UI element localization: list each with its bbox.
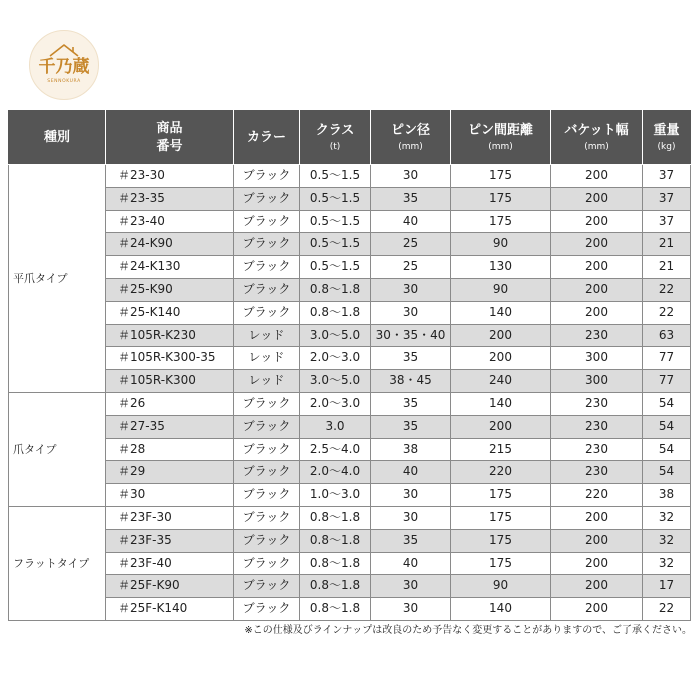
color-cell: ブラック [234, 529, 300, 552]
bucket-cell: 200 [551, 233, 643, 256]
pitch-cell: 140 [451, 598, 551, 621]
class-cell: 0.5～1.5 [300, 256, 371, 279]
bucket-cell: 200 [551, 575, 643, 598]
pin-cell: 38・45 [371, 370, 451, 393]
model-cell: ＃25F-K140 [106, 598, 234, 621]
table-row [9, 392, 691, 415]
pitch-cell: 175 [451, 529, 551, 552]
bucket-cell: 200 [551, 598, 643, 621]
pin-cell: 35 [371, 529, 451, 552]
model-cell: ＃23F-30 [106, 506, 234, 529]
bucket-cell: 220 [551, 484, 643, 507]
pin-cell: 30 [371, 484, 451, 507]
weight-cell: 37 [643, 187, 691, 210]
header-pitch: ピン間距離 (mm) [451, 111, 551, 165]
model-cell: ＃23-35 [106, 187, 234, 210]
logo-wordmark: 千乃蔵 [38, 57, 90, 77]
color-cell: ブラック [234, 187, 300, 210]
model-cell: ＃23F-40 [106, 552, 234, 575]
pin-cell: 35 [371, 347, 451, 370]
weight-cell: 77 [643, 347, 691, 370]
table-row [9, 187, 691, 210]
weight-cell: 22 [643, 598, 691, 621]
category-cell: 爪タイプ [9, 392, 106, 506]
pitch-cell: 200 [451, 415, 551, 438]
table-row [9, 506, 691, 529]
pitch-cell: 215 [451, 438, 551, 461]
color-cell: ブラック [234, 415, 300, 438]
weight-cell: 22 [643, 278, 691, 301]
table-row [9, 552, 691, 575]
pitch-cell: 90 [451, 278, 551, 301]
pitch-cell: 140 [451, 392, 551, 415]
pitch-cell: 220 [451, 461, 551, 484]
color-cell: ブラック [234, 392, 300, 415]
table-row [9, 461, 691, 484]
class-cell: 0.8～1.8 [300, 529, 371, 552]
bucket-cell: 300 [551, 370, 643, 393]
model-cell: ＃25-K90 [106, 278, 234, 301]
weight-cell: 37 [643, 165, 691, 188]
model-cell: ＃23F-35 [106, 529, 234, 552]
pin-cell: 40 [371, 461, 451, 484]
table-row [9, 301, 691, 324]
header-model: 商品 番号 [106, 111, 234, 165]
pitch-cell: 175 [451, 484, 551, 507]
color-cell: ブラック [234, 484, 300, 507]
table-row [9, 598, 691, 621]
table-row [9, 575, 691, 598]
model-cell: ＃105R-K230 [106, 324, 234, 347]
header-pin: ピン径 (mm) [371, 111, 451, 165]
weight-cell: 21 [643, 233, 691, 256]
class-cell: 0.5～1.5 [300, 210, 371, 233]
class-cell: 3.0～5.0 [300, 324, 371, 347]
pin-cell: 35 [371, 187, 451, 210]
weight-cell: 21 [643, 256, 691, 279]
color-cell: ブラック [234, 598, 300, 621]
spec-table-body [9, 165, 691, 621]
color-cell: ブラック [234, 438, 300, 461]
bucket-cell: 200 [551, 529, 643, 552]
weight-cell: 77 [643, 370, 691, 393]
pin-cell: 30 [371, 165, 451, 188]
pitch-cell: 200 [451, 347, 551, 370]
pitch-cell: 130 [451, 256, 551, 279]
class-cell: 0.5～1.5 [300, 233, 371, 256]
model-cell: ＃105R-K300-35 [106, 347, 234, 370]
weight-cell: 37 [643, 210, 691, 233]
weight-cell: 32 [643, 506, 691, 529]
pitch-cell: 175 [451, 210, 551, 233]
pin-cell: 30 [371, 506, 451, 529]
header-bucket: バケット幅 (mm) [551, 111, 643, 165]
model-cell: ＃29 [106, 461, 234, 484]
class-cell: 3.0 [300, 415, 371, 438]
pitch-cell: 175 [451, 552, 551, 575]
class-cell: 0.8～1.8 [300, 552, 371, 575]
pitch-cell: 200 [451, 324, 551, 347]
pitch-cell: 140 [451, 301, 551, 324]
table-row [9, 278, 691, 301]
color-cell: ブラック [234, 278, 300, 301]
color-cell: ブラック [234, 506, 300, 529]
header-row [9, 111, 691, 165]
category-cell: フラットタイプ [9, 506, 106, 620]
color-cell: レッド [234, 347, 300, 370]
category-cell: 平爪タイプ [9, 165, 106, 393]
table-row [9, 324, 691, 347]
class-cell: 1.0～3.0 [300, 484, 371, 507]
pin-cell: 35 [371, 392, 451, 415]
class-cell: 0.8～1.8 [300, 598, 371, 621]
color-cell: ブラック [234, 210, 300, 233]
pin-cell: 40 [371, 552, 451, 575]
class-cell: 2.0～4.0 [300, 461, 371, 484]
color-cell: ブラック [234, 233, 300, 256]
weight-cell: 54 [643, 415, 691, 438]
logo-subtitle: SENNOKURA [47, 79, 81, 84]
model-cell: ＃30 [106, 484, 234, 507]
color-cell: ブラック [234, 552, 300, 575]
header-category: 種別 [9, 111, 106, 165]
pin-cell: 30 [371, 278, 451, 301]
table-row [9, 210, 691, 233]
pitch-cell: 90 [451, 575, 551, 598]
bucket-cell: 200 [551, 165, 643, 188]
model-cell: ＃28 [106, 438, 234, 461]
pitch-cell: 175 [451, 506, 551, 529]
class-cell: 2.0～3.0 [300, 347, 371, 370]
weight-cell: 54 [643, 461, 691, 484]
weight-cell: 63 [643, 324, 691, 347]
pin-cell: 30 [371, 575, 451, 598]
model-cell: ＃25-K140 [106, 301, 234, 324]
bucket-cell: 230 [551, 392, 643, 415]
bucket-cell: 230 [551, 461, 643, 484]
header-weight: 重量 (kg) [643, 111, 691, 165]
bucket-cell: 300 [551, 347, 643, 370]
model-cell: ＃25F-K90 [106, 575, 234, 598]
class-cell: 0.8～1.8 [300, 278, 371, 301]
table-row [9, 370, 691, 393]
weight-cell: 22 [643, 301, 691, 324]
class-cell: 0.8～1.8 [300, 575, 371, 598]
table-row [9, 484, 691, 507]
class-cell: 3.0～5.0 [300, 370, 371, 393]
model-cell: ＃27-35 [106, 415, 234, 438]
pin-cell: 25 [371, 233, 451, 256]
model-cell: ＃23-40 [106, 210, 234, 233]
bucket-cell: 200 [551, 256, 643, 279]
class-cell: 2.0～3.0 [300, 392, 371, 415]
bucket-cell: 200 [551, 187, 643, 210]
model-cell: ＃24-K90 [106, 233, 234, 256]
bucket-cell: 230 [551, 324, 643, 347]
model-cell: ＃26 [106, 392, 234, 415]
pin-cell: 25 [371, 256, 451, 279]
bucket-cell: 200 [551, 552, 643, 575]
weight-cell: 54 [643, 438, 691, 461]
pin-cell: 30 [371, 301, 451, 324]
color-cell: レッド [234, 324, 300, 347]
class-cell: 0.8～1.8 [300, 506, 371, 529]
bucket-cell: 230 [551, 415, 643, 438]
pin-cell: 30 [371, 598, 451, 621]
weight-cell: 17 [643, 575, 691, 598]
bucket-cell: 200 [551, 506, 643, 529]
pin-cell: 40 [371, 210, 451, 233]
table-row [9, 256, 691, 279]
weight-cell: 32 [643, 529, 691, 552]
pin-cell: 38 [371, 438, 451, 461]
brand-logo [29, 30, 99, 100]
bucket-cell: 200 [551, 278, 643, 301]
color-cell: ブラック [234, 165, 300, 188]
table-row [9, 415, 691, 438]
pitch-cell: 90 [451, 233, 551, 256]
class-cell: 0.5～1.5 [300, 165, 371, 188]
color-cell: ブラック [234, 256, 300, 279]
weight-cell: 32 [643, 552, 691, 575]
class-cell: 0.5～1.5 [300, 187, 371, 210]
class-cell: 0.8～1.8 [300, 301, 371, 324]
weight-cell: 54 [643, 392, 691, 415]
model-cell: ＃24-K130 [106, 256, 234, 279]
bucket-cell: 230 [551, 438, 643, 461]
model-cell: ＃105R-K300 [106, 370, 234, 393]
color-cell: ブラック [234, 301, 300, 324]
color-cell: レッド [234, 370, 300, 393]
disclaimer-note: ※この仕様及びラインナップは改良のため予告なく変更することがありますので、ご了承ください。 [244, 625, 692, 636]
pin-cell: 30・35・40 [371, 324, 451, 347]
table-row [9, 233, 691, 256]
pitch-cell: 175 [451, 187, 551, 210]
table-row [9, 347, 691, 370]
pitch-cell: 240 [451, 370, 551, 393]
spec-table [8, 110, 691, 621]
color-cell: ブラック [234, 575, 300, 598]
bucket-cell: 200 [551, 301, 643, 324]
model-cell: ＃23-30 [106, 165, 234, 188]
table-row [9, 165, 691, 188]
class-cell: 2.5～4.0 [300, 438, 371, 461]
header-color: カラー [234, 111, 300, 165]
weight-cell: 38 [643, 484, 691, 507]
pitch-cell: 175 [451, 165, 551, 188]
table-row [9, 529, 691, 552]
color-cell: ブラック [234, 461, 300, 484]
table-row [9, 438, 691, 461]
header-class: クラス (t) [300, 111, 371, 165]
pin-cell: 35 [371, 415, 451, 438]
bucket-cell: 200 [551, 210, 643, 233]
